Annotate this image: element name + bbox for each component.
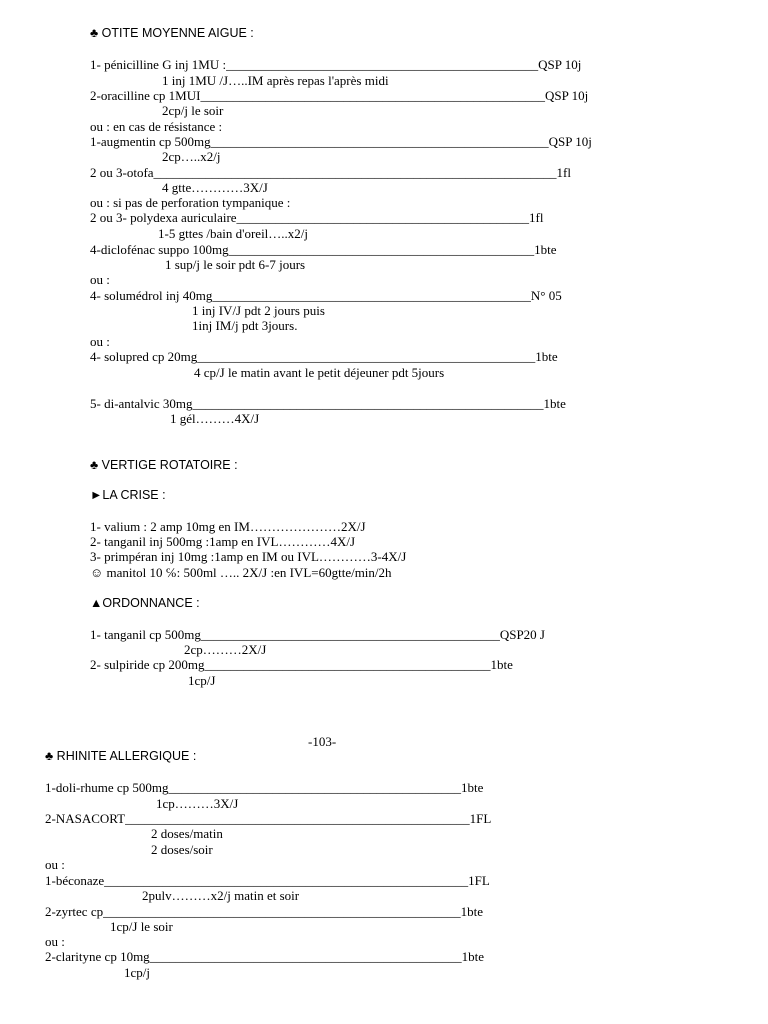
otite-line-7-dosage-1: 1 inj IV/J pdt 2 jours puis: [192, 303, 325, 318]
otite-line-1-dosage: 1 inj 1MU /J…..IM après repas l'après midi: [162, 73, 389, 88]
rhinite-line-4: 2-zyrtec cp_______________________________________________________1bte: [45, 904, 483, 919]
vertige-crise-3: 3- primpéran inj 10mg :1amp en IM ou IVL…………3-4X/J: [90, 549, 407, 564]
otite-line-7: 4- solumédrol inj 40mg_________________________________________________N° 05: [90, 288, 562, 303]
otite-line-2: 2-oracilline cp 1MUI_____________________________________________________QSP 10j: [90, 88, 589, 103]
otite-or-3: ou :: [90, 272, 110, 287]
rhinite-line-2-dosage-2: 2 doses/soir: [151, 842, 213, 857]
rhinite-line-3: 1-béconaze________________________________________________________1FL: [45, 873, 490, 888]
otite-line-3: 1-augmentin cp 500mg____________________________________________________QSP 10j: [90, 134, 592, 149]
otite-or-resistance: ou : en cas de résistance :: [90, 119, 223, 134]
rhinite-or-1: ou :: [45, 857, 65, 872]
rhinite-line-2: 2-NASACORT_____________________________________________________1FL: [45, 811, 492, 826]
otite-line-6-dosage: 1 sup/j le soir pdt 6-7 jours: [165, 257, 306, 272]
rhinite-line-1-dosage: 1cp………3X/J: [156, 796, 239, 811]
vertige-crise-4: ☺ manitol 10 ℅: 500ml ….. 2X/J :en IVL=60gtte/min/2h: [90, 565, 392, 580]
rhinite-line-3-dosage: 2pulv………x2/j matin et soir: [142, 888, 300, 903]
otite-or-perforation: ou : si pas de perforation tympanique :: [90, 195, 291, 210]
rhinite-line-5: 2-clarityne cp 10mg________________________________________________1bte: [45, 949, 485, 964]
rhinite-line-2-dosage-1: 2 doses/matin: [151, 826, 223, 841]
otite-line-7-dosage-2: 1inj IM/j pdt 3jours.: [192, 318, 298, 333]
otite-line-3-dosage: 2cp…..x2/j: [162, 149, 221, 164]
otite-line-2-dosage: 2cp/j le soir: [162, 103, 224, 118]
vertige-crise-1: 1- valium : 2 amp 10mg en IM…………………2X/J: [90, 519, 366, 534]
otite-line-9-dosage: 1 gél………4X/J: [170, 411, 260, 426]
vertige-crise-heading: ►LA CRISE :: [90, 488, 166, 502]
vertige-ordonnance-2: 2- sulpiride cp 200mg____________________________________________1bte: [90, 657, 513, 672]
otite-line-8: 4- solupred cp 20mg____________________________________________________1bte: [90, 349, 558, 364]
rhinite-line-5-dosage: 1cp/j: [124, 965, 150, 980]
rhinite-title: ♣ RHINITE ALLERGIQUE :: [45, 749, 197, 763]
vertige-ordonnance-2-dosage: 1cp/J: [188, 673, 216, 688]
otite-or-4: ou :: [90, 334, 110, 349]
vertige-crise-2: 2- tanganil inj 500mg :1amp en IVL…………4X/J: [90, 534, 356, 549]
page-number: -103-: [308, 734, 337, 749]
otite-line-1: 1- pénicilline G inj 1MU :________________________________________________QSP 10j: [90, 57, 582, 72]
otite-line-4: 2 ou 3-otofa______________________________________________________________1fl: [90, 165, 571, 180]
otite-line-4-dosage: 4 gtte…………3X/J: [162, 180, 268, 195]
otite-line-8-dosage: 4 cp/J le matin avant le petit déjeuner pdt 5jours: [194, 365, 445, 380]
vertige-ordonnance-1: 1- tanganil cp 500mg______________________________________________QSP20 J: [90, 627, 545, 642]
otite-line-5-dosage: 1-5 gttes /bain d'oreil…..x2/j: [158, 226, 309, 241]
otite-line-6: 4-diclofénac suppo 100mg_______________________________________________1bte: [90, 242, 557, 257]
rhinite-line-4-dosage: 1cp/J le soir: [110, 919, 173, 934]
otite-line-9: 5- di-antalvic 30mg______________________________________________________1bte: [90, 396, 566, 411]
vertige-title: ♣ VERTIGE ROTATOIRE :: [90, 458, 238, 472]
vertige-ordonnance-1-dosage: 2cp………2X/J: [184, 642, 267, 657]
otite-line-5: 2 ou 3- polydexa auriculaire_____________________________________________1fl: [90, 210, 544, 225]
rhinite-or-2: ou :: [45, 934, 65, 949]
rhinite-line-1: 1-doli-rhume cp 500mg_____________________________________________1bte: [45, 780, 484, 795]
otite-title: ♣ OTITE MOYENNE AIGUE :: [90, 26, 254, 40]
vertige-ordonnance-heading: ▲ORDONNANCE :: [90, 596, 200, 610]
